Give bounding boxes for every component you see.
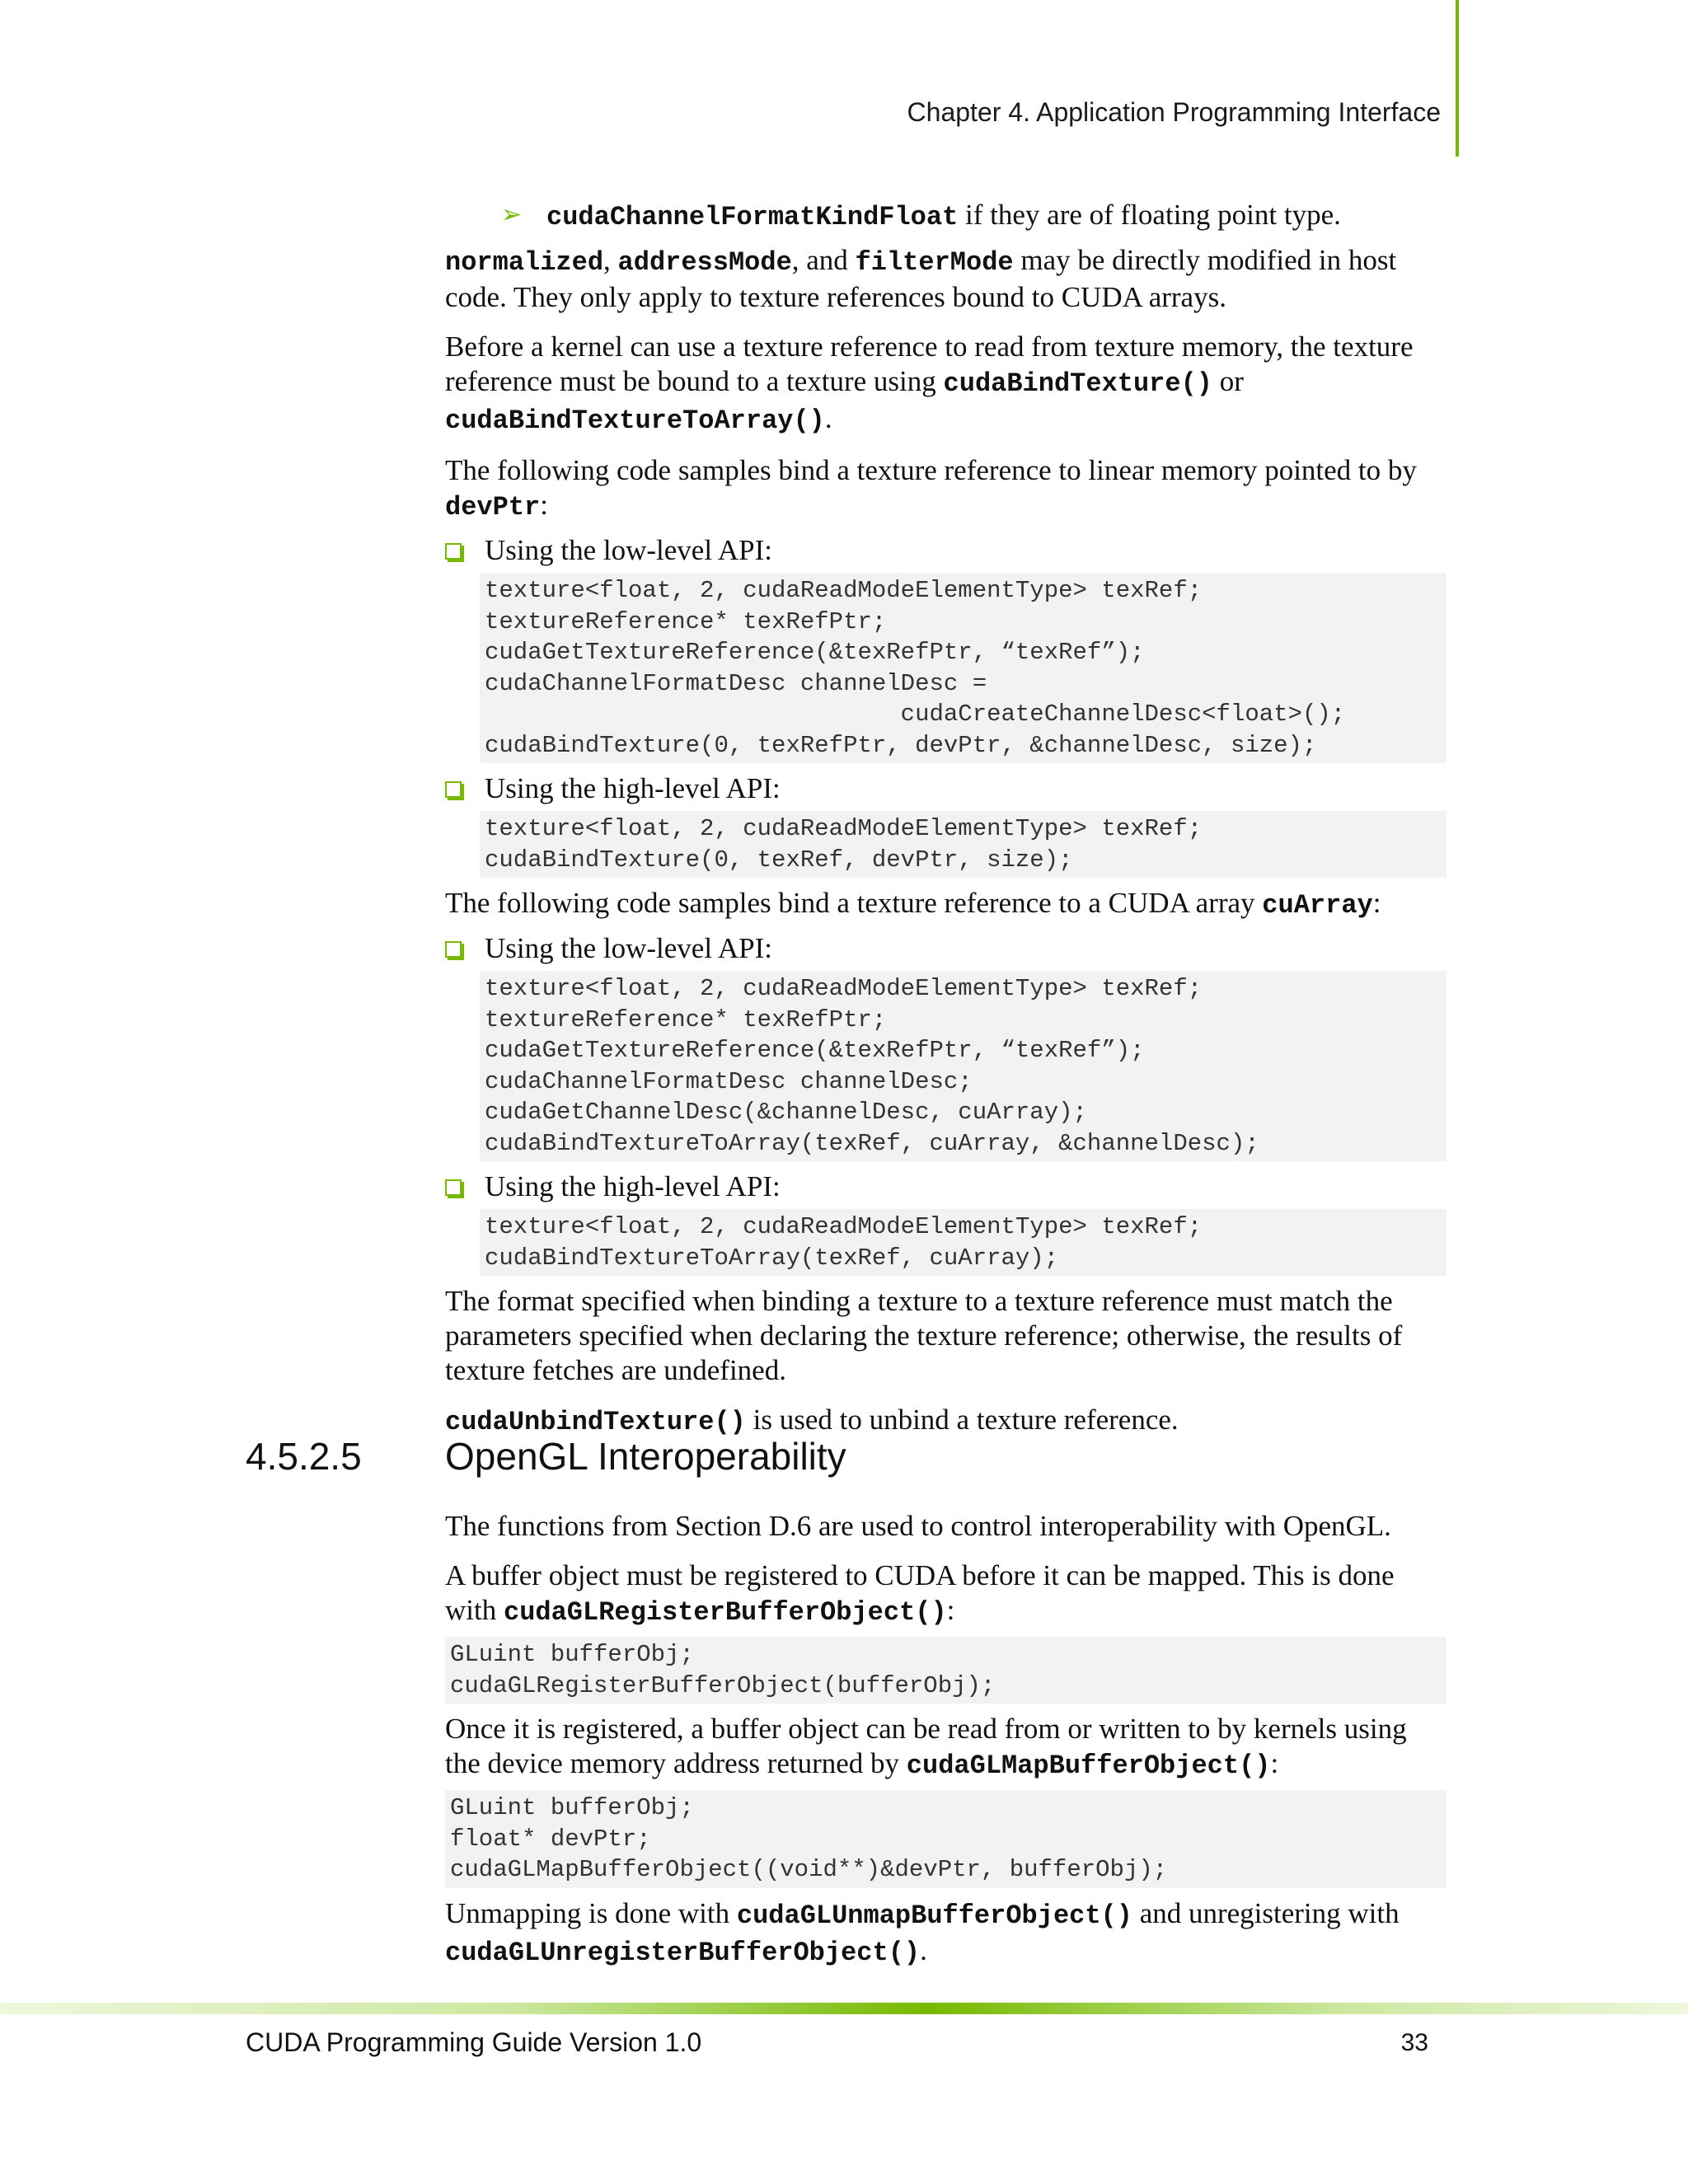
text: , and: [791, 244, 856, 276]
inline-code: cudaGLUnregisterBufferObject(): [445, 1937, 921, 1968]
inline-code: cudaBindTextureToArray(): [445, 405, 825, 436]
text: .: [920, 1933, 927, 1966]
running-header: Chapter 4. Application Programming Interface: [907, 97, 1441, 127]
code-block: GLuint bufferObj; cudaGLRegisterBufferObject(bufferObj);: [445, 1637, 1447, 1704]
text: A buffer object must be registered to CUDA before it can be mapped. This is done with: [445, 1559, 1395, 1626]
inline-code: cuArray: [1262, 890, 1373, 921]
paragraph-unmap: [445, 1896, 1447, 1971]
text: .: [824, 402, 832, 434]
text: :: [540, 489, 548, 521]
checkbox-bullet-icon: [445, 1179, 462, 1196]
bullet-item: [445, 771, 1447, 806]
text: :: [946, 1594, 955, 1626]
text: may be directly modified in host code. They only apply to texture references bound to CUDA arrays.: [445, 244, 1397, 313]
arrow-bullet-icon: ➢: [501, 200, 523, 229]
paragraph-format: The format specified when binding a texture to a texture reference must match the parameters specified when declaring the texture reference; otherwise, the results of texture fetches are undefined.: [445, 1285, 1403, 1386]
text: and unregistering with: [1132, 1896, 1400, 1929]
paragraph-modifiable-fields: [445, 243, 1447, 315]
paragraph-linear-memory: [445, 453, 1447, 525]
footer-title: CUDA Programming Guide Version 1.0: [246, 2027, 702, 2057]
bullet-label: Using the low-level API:: [485, 534, 772, 566]
code-block: texture<float, 2, cudaReadModeElementType> texRef; cudaBindTexture(0, texRef, devPtr, size);: [480, 811, 1447, 878]
paragraph-register: [445, 1558, 1447, 1630]
inline-code: devPtr: [445, 492, 541, 523]
inline-code: cudaGLMapBufferObject(): [906, 1750, 1271, 1781]
paragraph-map: [445, 1712, 1447, 1783]
inline-code: cudaUnbindTexture(): [445, 1407, 746, 1437]
text: Unmapping is done with: [445, 1896, 737, 1929]
header-rule: [1456, 0, 1459, 157]
text: Before a kernel can use a texture reference to read from texture memory, the texture reference must be bound to a texture using: [445, 330, 1414, 397]
checkbox-bullet-icon: [445, 543, 462, 560]
list-item-text: if they are of floating point type.: [958, 199, 1341, 231]
footer-band: [0, 2003, 1688, 2014]
text: :: [1270, 1747, 1279, 1779]
inline-code: addressMode: [617, 247, 792, 278]
bullet-label: Using the low-level API:: [485, 932, 772, 964]
code-block: GLuint bufferObj; float* devPtr; cudaGLMapBufferObject((void**)&devPtr, bufferObj);: [445, 1790, 1447, 1888]
bullet-label: Using the high-level API:: [485, 772, 781, 804]
inline-code: cudaChannelFormatKindFloat: [546, 202, 959, 232]
code-block: texture<float, 2, cudaReadModeElementType> texRef; cudaBindTextureToArray(texRef, cuArray);: [480, 1209, 1447, 1276]
checkbox-bullet-icon: [445, 781, 462, 798]
paragraph-functions: The functions from Section D.6 are used to control interoperability with OpenGL.: [445, 1510, 1391, 1542]
page-number: 33: [1400, 2029, 1428, 2056]
text: ,: [603, 244, 618, 276]
code-block: texture<float, 2, cudaReadModeElementType> texRef; textureReference* texRefPtr; cudaGetTextureReference(&texRefPtr, “texRef”); cudaChannelFormatDesc channelDesc; cudaGetChannelDesc(&channelDesc, cuArray); cudaBindTextureToArray(texRef, cuArray, &channelDesc);: [480, 971, 1447, 1161]
paragraph-cuda-array: [445, 886, 1447, 923]
inline-code: cudaGLUnmapBufferObject(): [736, 1900, 1132, 1931]
text: The following code samples bind a texture reference to a CUDA array: [445, 887, 1263, 919]
text: or: [1212, 365, 1244, 397]
bullet-item: [445, 1169, 1447, 1204]
text: The following code samples bind a texture reference to linear memory pointed to by: [445, 454, 1417, 486]
section-title: OpenGL Interoperability: [445, 1435, 846, 1478]
inline-code: cudaGLRegisterBufferObject(): [503, 1597, 947, 1628]
section-number: 4.5.2.5: [246, 1435, 362, 1478]
bullet-label: Using the high-level API:: [485, 1170, 781, 1202]
text: Once it is registered, a buffer object can be read from or written to by kernels using the device memory address returned by: [445, 1713, 1407, 1779]
list-item: [445, 198, 1447, 235]
inline-code: normalized: [445, 247, 604, 278]
checkbox-bullet-icon: [445, 941, 462, 958]
inline-code: cudaBindTexture(): [943, 368, 1212, 399]
page-body: [445, 198, 1447, 1985]
paragraph-binding: [445, 330, 1447, 438]
inline-code: filterMode: [855, 247, 1014, 278]
code-block: texture<float, 2, cudaReadModeElementType> texRef; textureReference* texRefPtr; cudaGetTextureReference(&texRefPtr, “texRef”); cudaChannelFormatDesc channelDesc = cudaCreateChannelDesc<float>(); cudaBindTexture(0, texRefPtr, devPtr, &channelDesc, size);: [480, 573, 1447, 763]
bullet-item: [445, 533, 1447, 568]
text: is used to unbind a texture reference.: [745, 1404, 1179, 1436]
text: :: [1372, 887, 1381, 919]
bullet-item: [445, 931, 1447, 966]
